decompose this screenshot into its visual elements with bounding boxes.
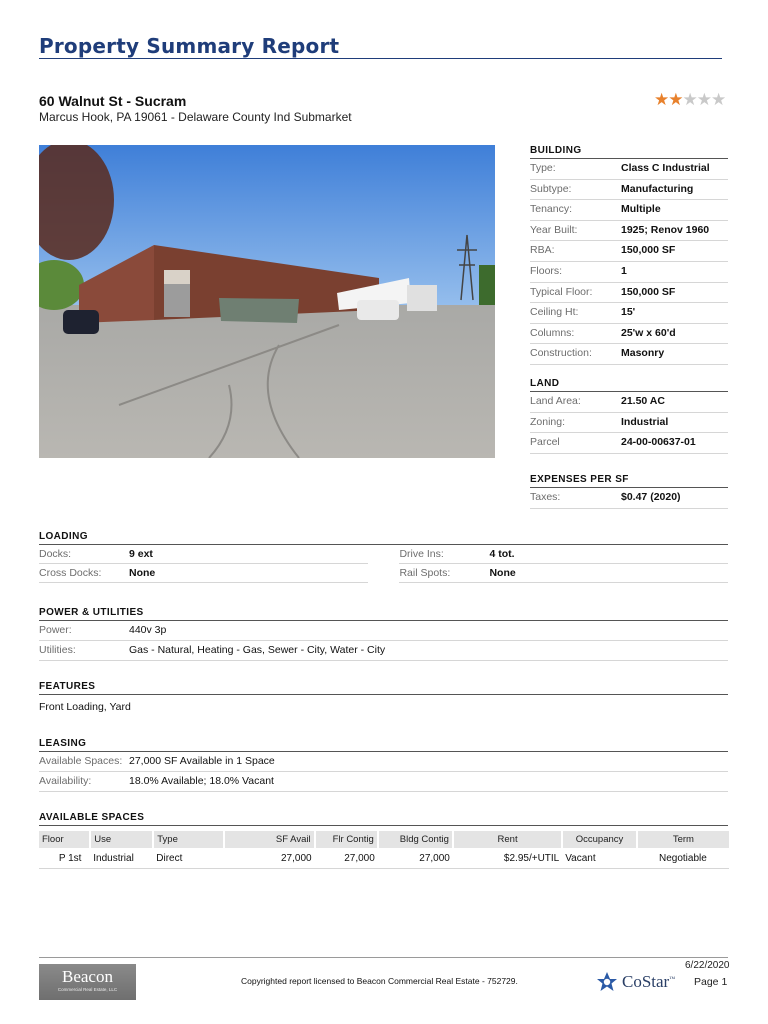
- building-field-row: [530, 344, 728, 365]
- beacon-logo-subtext: Commercial Real Estate, LLC: [57, 987, 118, 992]
- column-header: Flr Contig: [315, 831, 378, 848]
- table-cell: Industrial: [90, 848, 153, 869]
- power-section: [39, 607, 728, 661]
- available-spaces-heading: AVAILABLE SPACES: [39, 812, 728, 826]
- building-field-label: Subtype:: [530, 182, 572, 195]
- building-field-value: 1925; Renov 1960: [621, 223, 710, 236]
- land-field-row: [530, 433, 728, 454]
- expense-field-row: [530, 488, 728, 509]
- table-cell: Direct: [153, 848, 224, 869]
- table-cell: $2.95/+UTIL: [453, 848, 562, 869]
- building-field-row: [530, 241, 728, 262]
- building-field-value: Masonry: [621, 347, 665, 360]
- star-icon: ★: [654, 90, 669, 109]
- column-header: SF Avail: [224, 831, 314, 848]
- table-header-row: [39, 831, 729, 848]
- beacon-logo-text: Beacon: [62, 967, 113, 986]
- column-header: Term: [637, 831, 729, 848]
- star-icon: ★: [682, 90, 697, 109]
- features-section: [39, 681, 728, 717]
- table-row: [39, 848, 729, 869]
- building-field-row: [530, 262, 728, 283]
- building-field-label: Tenancy:: [530, 203, 573, 216]
- costar-star-icon: [596, 971, 618, 993]
- loading-heading: LOADING: [39, 531, 728, 545]
- power-heading: POWER & UTILITIES: [39, 607, 728, 621]
- costar-logo: [596, 971, 675, 993]
- land-field-label: Land Area:: [530, 395, 581, 407]
- building-field-row: [530, 303, 728, 324]
- star-icon: ★: [696, 90, 711, 109]
- power-value: 440v 3p: [129, 624, 167, 636]
- property-location: Marcus Hook, PA 19061 - Delaware County Ind Submarket: [39, 110, 352, 124]
- rail-spots-label: Rail Spots:: [399, 567, 451, 579]
- available-spaces-table: [39, 831, 729, 869]
- page-number: Page 1: [694, 976, 728, 988]
- title-divider: [39, 58, 722, 59]
- cross-docks-value: None: [129, 567, 156, 579]
- property-name: 60 Walnut St - Sucram: [39, 93, 187, 109]
- land-field-value: 24-00-00637-01: [621, 436, 696, 449]
- building-field-row: [530, 159, 728, 180]
- building-field-label: Ceiling Ht:: [530, 306, 579, 319]
- footer-divider: [39, 957, 728, 958]
- table-cell: 27,000: [224, 848, 314, 869]
- property-photo: [39, 145, 495, 458]
- expenses-section: [530, 474, 728, 509]
- table-cell: 27,000: [315, 848, 378, 869]
- table-cell: P 1st: [39, 848, 90, 869]
- docks-value: 9 ext: [129, 548, 153, 560]
- drive-ins-label: Drive Ins:: [399, 548, 444, 560]
- available-spaces-value: 27,000 SF Available in 1 Space: [129, 755, 275, 767]
- star-icon: ★: [711, 90, 726, 109]
- building-field-value: Class C Industrial: [621, 162, 710, 174]
- table-cell: 27,000: [378, 848, 453, 869]
- report-date: 6/22/2020: [685, 960, 730, 971]
- land-field-row: [530, 413, 728, 434]
- power-label: Power:: [39, 624, 72, 636]
- column-header: Use: [90, 831, 153, 848]
- table-cell: Vacant: [562, 848, 637, 869]
- features-text: Front Loading, Yard: [39, 701, 131, 713]
- land-section: [530, 378, 728, 454]
- expense-field-value: $0.47 (2020): [621, 491, 681, 503]
- building-field-label: Columns:: [530, 326, 575, 339]
- building-field-value: 150,000 SF: [621, 244, 676, 257]
- star-icon: ★: [668, 90, 683, 109]
- utilities-value: Gas - Natural, Heating - Gas, Sewer - City, Water - City: [129, 644, 386, 656]
- building-field-label: RBA:: [530, 244, 555, 257]
- star-rating: [654, 90, 725, 110]
- column-header: Floor: [39, 831, 90, 848]
- available-spaces-section: [39, 812, 728, 826]
- report-title: Property Summary Report: [39, 34, 340, 58]
- land-field-label: Zoning:: [530, 415, 566, 428]
- building-field-value: 150,000 SF: [621, 285, 676, 298]
- column-header: Occupancy: [562, 831, 637, 848]
- expenses-heading: EXPENSES PER SF: [530, 474, 728, 488]
- building-field-value: Manufacturing: [621, 182, 694, 195]
- building-field-value: 25'w x 60'd: [621, 326, 676, 339]
- building-field-row: [530, 324, 728, 345]
- column-header: Type: [153, 831, 224, 848]
- building-field-row: [530, 200, 728, 221]
- building-field-value: 15': [621, 306, 636, 319]
- building-field-label: Floors:: [530, 264, 563, 277]
- copyright-notice: Copyrighted report licensed to Beacon Commercial Real Estate - 752729.: [241, 976, 518, 986]
- land-field-value: Industrial: [621, 415, 669, 428]
- docks-label: Docks:: [39, 548, 72, 560]
- building-field-label: Typical Floor:: [530, 285, 593, 298]
- expense-field-label: Taxes:: [530, 491, 561, 503]
- cross-docks-label: Cross Docks:: [39, 567, 102, 579]
- loading-section: [39, 531, 728, 583]
- column-header: Bldg Contig: [378, 831, 453, 848]
- building-field-label: Type:: [530, 162, 556, 174]
- land-field-row: [530, 392, 728, 413]
- features-heading: FEATURES: [39, 681, 728, 695]
- land-heading: LAND: [530, 378, 728, 392]
- building-field-row: [530, 283, 728, 304]
- leasing-section: [39, 738, 728, 792]
- leasing-heading: LEASING: [39, 738, 728, 752]
- costar-logo-text: CoStar™: [622, 972, 676, 991]
- available-spaces-label: Available Spaces:: [39, 755, 123, 767]
- building-field-label: Construction:: [530, 347, 592, 360]
- building-field-value: Multiple: [621, 203, 661, 216]
- building-heading: BUILDING: [530, 145, 728, 159]
- beacon-logo: [39, 964, 136, 1000]
- building-field-value: 1: [621, 264, 627, 277]
- land-field-value: 21.50 AC: [621, 395, 665, 407]
- building-field-row: [530, 180, 728, 201]
- land-field-label: Parcel: [530, 436, 560, 449]
- building-section: [530, 145, 728, 365]
- availability-value: 18.0% Available; 18.0% Vacant: [129, 775, 274, 787]
- column-header: Rent: [453, 831, 562, 848]
- utilities-label: Utilities:: [39, 644, 76, 656]
- building-field-row: [530, 221, 728, 242]
- table-cell: Negotiable: [637, 848, 729, 869]
- availability-label: Availability:: [39, 775, 92, 787]
- rail-spots-value: None: [489, 567, 516, 579]
- drive-ins-value: 4 tot.: [489, 548, 515, 560]
- building-field-label: Year Built:: [530, 223, 578, 236]
